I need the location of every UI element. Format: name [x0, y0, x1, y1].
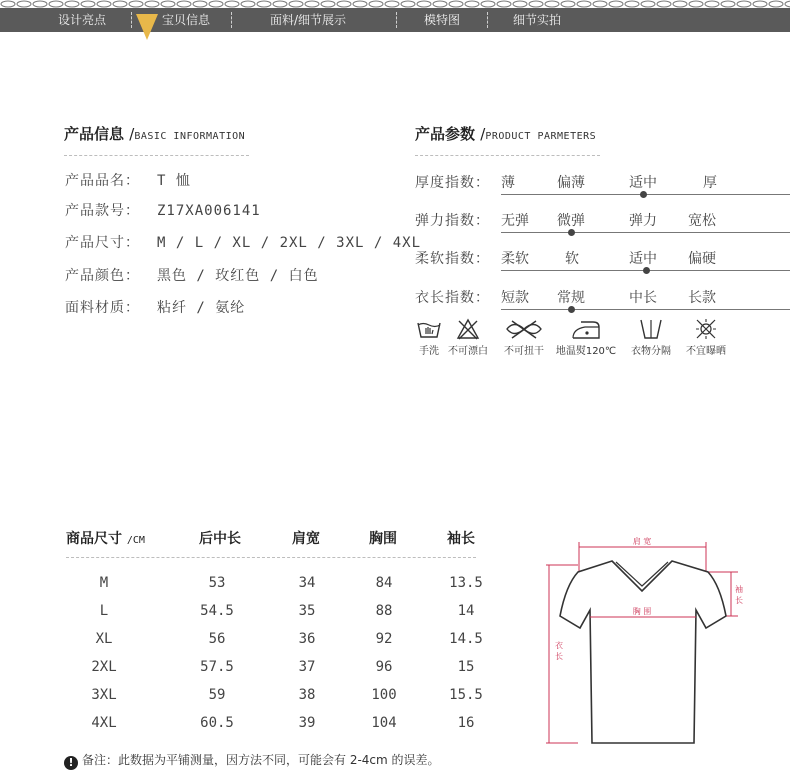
param-label: 柔软指数：: [415, 251, 490, 267]
info-label: 产品颜色：: [65, 268, 140, 284]
col-header-back-length: 后中长: [199, 531, 241, 547]
measure-cell: 60.5: [200, 715, 234, 731]
measure-cell: 15.5: [449, 687, 483, 703]
care-label: 地温熨120℃: [555, 346, 617, 357]
warning-icon: !: [64, 756, 78, 770]
size-cell: 4XL: [91, 715, 117, 731]
shoulder-label: 肩 宽: [632, 537, 652, 546]
measure-cell: 54.5: [200, 603, 234, 619]
nav-tab-design[interactable]: 设计亮点: [58, 13, 107, 27]
param-option: 偏硬: [688, 251, 716, 267]
care-item: [443, 318, 493, 357]
measure-cell: 35: [298, 603, 316, 619]
measure-cell: 84: [375, 575, 393, 591]
measure-cell: 96: [375, 659, 393, 675]
info-row-colors: [65, 265, 319, 285]
param-scale-line: [501, 232, 790, 233]
nav-tab-real-shots[interactable]: 细节实拍: [513, 13, 562, 27]
col-header-shoulder: 肩宽: [292, 531, 320, 547]
param-label: 衣长指数：: [415, 290, 490, 306]
parameters-heading: 产品参数: [415, 125, 476, 143]
nav-divider: [231, 12, 232, 28]
measure-cell: 15: [457, 659, 475, 675]
chest-label: 胸 围: [632, 607, 652, 616]
measure-cell: 57.5: [200, 659, 234, 675]
parameters-title: 产品参数 /PRODUCT PARMETERS: [415, 125, 597, 143]
param-option: 常规: [557, 290, 585, 306]
nav-divider: [396, 12, 397, 28]
param-selected-dot: [568, 306, 575, 313]
care-item: [624, 318, 678, 357]
care-label: 衣物分隔: [631, 346, 671, 357]
param-option: 短款: [501, 290, 529, 306]
col-header-chest: 胸围: [369, 531, 397, 547]
sleeve-label: 袖长: [735, 585, 743, 605]
chain-border-decoration: [0, 0, 790, 8]
info-value: M / L / XL / 2XL / 3XL / 4XL: [157, 235, 422, 251]
size-table-heading: 商品尺寸: [66, 531, 122, 547]
param-scale-line: [501, 309, 790, 310]
nav-tab-model[interactable]: 模特图: [424, 13, 461, 27]
size-cell: XL: [95, 631, 113, 647]
tshirt-measurement-diagram: [546, 530, 752, 746]
care-item: [679, 318, 733, 357]
info-row-material: [65, 297, 245, 317]
info-label: 产品品名：: [65, 173, 140, 189]
info-value: 粘纤 / 氨纶: [157, 300, 246, 316]
param-option: 无弹: [501, 213, 529, 229]
nav-divider: [131, 12, 132, 28]
size-table-title: 商品尺寸 /CM: [66, 531, 145, 547]
info-row-sizes: [65, 232, 421, 252]
measure-cell: 53: [208, 575, 226, 591]
info-row-name: [65, 170, 191, 190]
col-header-sleeve: 袖长: [447, 531, 475, 547]
size-cell: M: [99, 575, 109, 591]
info-label: 产品款号：: [65, 203, 140, 219]
tshirt-outline: [560, 561, 726, 743]
active-tab-marker: [136, 12, 158, 42]
param-selected-dot: [640, 191, 647, 198]
size-cell: L: [99, 603, 109, 619]
param-option: 长款: [688, 290, 716, 306]
nav-tab-fabric-detail[interactable]: 面料/细节展示: [270, 13, 347, 27]
divider: [66, 557, 476, 558]
measure-cell: 36: [298, 631, 316, 647]
param-option: 偏薄: [557, 175, 585, 191]
param-selected-dot: [568, 229, 575, 236]
info-label: 产品尺寸：: [65, 235, 140, 251]
care-label: 不可扭干: [504, 346, 544, 357]
care-label: 不可漂白: [448, 346, 488, 357]
info-value: Z17XA006141: [157, 203, 261, 219]
nav-tab-product-info[interactable]: 宝贝信息: [162, 13, 211, 27]
measure-cell: 37: [298, 659, 316, 675]
measure-cell: 38: [298, 687, 316, 703]
measure-cell: 14: [457, 603, 475, 619]
measure-cell: 39: [298, 715, 316, 731]
top-nav-bar: [0, 0, 790, 32]
nav-strip: [0, 8, 790, 32]
product-info-heading: 产品信息: [64, 125, 125, 143]
product-info-title: 产品信息 /BASIC INFORMATION: [64, 125, 246, 143]
param-label: 弹力指数：: [415, 213, 490, 229]
measure-cell: 88: [375, 603, 393, 619]
measure-cell: 14.5: [449, 631, 483, 647]
param-option: 薄: [501, 175, 515, 191]
no-sun-dry-icon: [694, 318, 718, 340]
param-option: 柔软: [501, 251, 529, 267]
length-label: 衣 长: [555, 641, 563, 661]
hand-wash-icon: [416, 318, 442, 340]
measure-cell: 34: [298, 575, 316, 591]
care-item: [497, 318, 551, 357]
info-row-sku: [65, 200, 261, 220]
measure-cell: 56: [208, 631, 226, 647]
param-option: 适中: [629, 175, 657, 191]
divider: [415, 155, 600, 156]
care-item: [553, 318, 619, 357]
care-label: 手洗: [419, 346, 439, 357]
info-value: 黑色 / 玫红色 / 白色: [157, 268, 319, 284]
param-option: 适中: [629, 251, 657, 267]
info-label: 面料材质：: [65, 300, 140, 316]
size-unit: CM: [132, 535, 145, 546]
info-value: T 恤: [157, 173, 191, 189]
measure-cell: 13.5: [449, 575, 483, 591]
measure-cell: 100: [371, 687, 397, 703]
param-label: 厚度指数：: [415, 175, 490, 191]
measurement-note: [64, 751, 440, 770]
size-cell: 3XL: [91, 687, 117, 703]
iron-low-icon: [569, 318, 603, 340]
wash-separately-icon: [637, 318, 665, 340]
param-option: 弹力: [629, 213, 657, 229]
param-option: 软: [565, 251, 579, 267]
product-info-subtitle: BASIC INFORMATION: [134, 131, 246, 142]
measure-cell: 92: [375, 631, 393, 647]
note-text: 备注：此数据为平铺测量，因方法不同，可能会有 2-4cm 的误差。: [82, 753, 440, 767]
measure-cell: 16: [457, 715, 475, 731]
parameters-subtitle: PRODUCT PARMETERS: [485, 131, 597, 142]
param-option: 微弹: [557, 213, 585, 229]
divider: [64, 155, 249, 156]
param-option: 中长: [629, 290, 657, 306]
no-wring-icon: [504, 318, 544, 340]
measure-cell: 104: [371, 715, 397, 731]
size-cell: 2XL: [91, 659, 117, 675]
nav-divider: [487, 12, 488, 28]
param-selected-dot: [643, 267, 650, 274]
no-bleach-icon: [456, 318, 480, 340]
measure-cell: 59: [208, 687, 226, 703]
param-option: 厚: [703, 175, 717, 191]
care-label: 不宜曝晒: [686, 346, 726, 357]
param-option: 宽松: [688, 213, 716, 229]
